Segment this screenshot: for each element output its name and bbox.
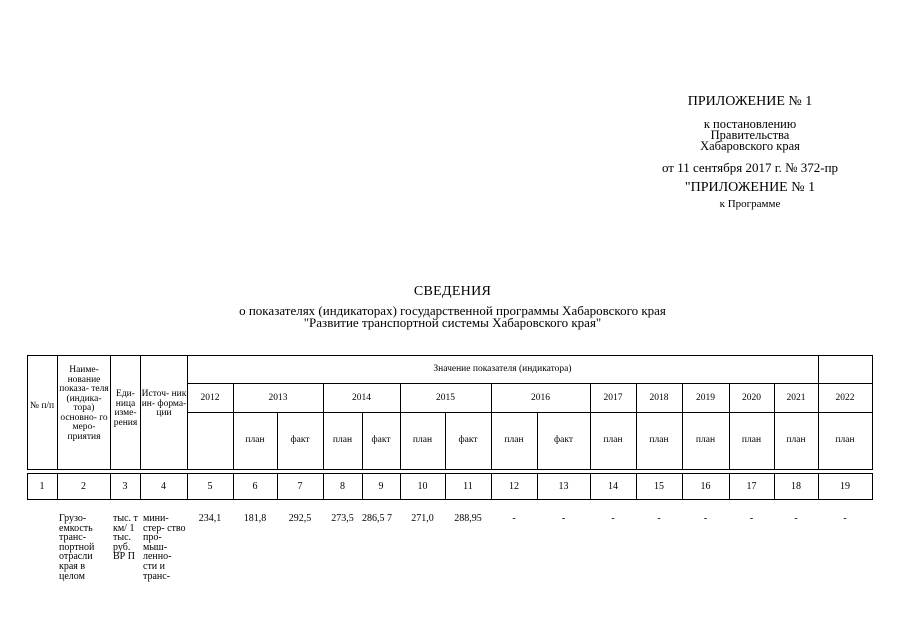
header-num: № п/п bbox=[29, 401, 55, 411]
row-value: - bbox=[611, 513, 615, 524]
col-number: 13 bbox=[558, 481, 569, 492]
col-number: 9 bbox=[378, 481, 384, 492]
appendix-title: ПРИЛОЖЕНИЕ № 1 bbox=[687, 94, 813, 109]
year-2017: 2017 bbox=[603, 393, 623, 403]
year-2016: 2016 bbox=[531, 393, 550, 403]
row-value: 273,5 bbox=[331, 513, 354, 524]
header-name: Наиме- нование показа- теля (индика- тора) основно- го меро- приятия bbox=[59, 365, 109, 442]
subheader-plan: план bbox=[504, 435, 524, 445]
row-value: - bbox=[843, 513, 847, 524]
year-2022: 2022 bbox=[835, 393, 855, 403]
to-program-line: к Программе bbox=[719, 198, 781, 210]
year-2021: 2021 bbox=[786, 393, 806, 403]
col-number: 2 bbox=[81, 481, 86, 492]
col-number: 4 bbox=[161, 481, 166, 492]
row-indicator-name: Грузо- емкость транс- портной отрасли края в целом bbox=[59, 513, 95, 582]
subheader-plan: план bbox=[332, 435, 353, 445]
appendix-line-2: Правительства bbox=[710, 128, 790, 142]
col-number: 15 bbox=[654, 481, 664, 492]
appendix-line-1: к постановлению bbox=[703, 117, 797, 131]
document-subtitle-2: "Развитие транспортной системы Хабаровского края" bbox=[303, 315, 602, 330]
col-number: 6 bbox=[252, 481, 258, 492]
row-value: 271,0 bbox=[411, 513, 434, 524]
row-value: 292,5 bbox=[288, 513, 312, 524]
header-unit: Еди- ница изме- рения bbox=[113, 389, 138, 428]
row-value: - bbox=[561, 513, 566, 524]
subheader-fact: факт bbox=[290, 435, 310, 445]
subheader-plan: план bbox=[695, 435, 716, 445]
row-value: - bbox=[657, 513, 661, 524]
row-value: - bbox=[703, 513, 708, 524]
row-value: 181,8 bbox=[243, 513, 267, 524]
row-value: - bbox=[749, 513, 754, 524]
subheader-plan: план bbox=[786, 435, 806, 445]
row-value: - bbox=[512, 513, 516, 524]
year-2012: 2012 bbox=[200, 393, 220, 403]
year-2019: 2019 bbox=[696, 393, 715, 403]
header-source: Источ- ник ин- форма- ции bbox=[141, 389, 187, 418]
col-number: 17 bbox=[746, 481, 757, 492]
year-2014: 2014 bbox=[352, 393, 371, 403]
document-heading: СВЕДЕНИЯ bbox=[413, 284, 492, 299]
row-value: 288,95 bbox=[454, 513, 482, 524]
row-value: - bbox=[794, 513, 798, 524]
row-value: 234,1 bbox=[198, 513, 222, 524]
col-number: 5 bbox=[207, 481, 213, 492]
subheader-plan: план bbox=[649, 435, 669, 445]
col-number: 12 bbox=[509, 481, 519, 492]
col-number: 11 bbox=[463, 481, 473, 492]
appendix2-title: "ПРИЛОЖЕНИЕ № 1 bbox=[684, 180, 816, 195]
col-number: 7 bbox=[297, 481, 303, 492]
year-2020: 2020 bbox=[742, 393, 761, 403]
subheader-fact: факт bbox=[553, 435, 573, 445]
col-number: 10 bbox=[417, 481, 428, 492]
year-2013: 2013 bbox=[268, 393, 288, 403]
col-number: 19 bbox=[840, 481, 850, 492]
col-number: 8 bbox=[340, 481, 345, 492]
subheader-fact: факт bbox=[458, 435, 478, 445]
appendix-line-3: Хабаровского края bbox=[700, 139, 800, 153]
col-number: 16 bbox=[700, 481, 711, 492]
header-values: Значение показателя (индикатора) bbox=[433, 364, 572, 374]
col-number: 18 bbox=[791, 481, 801, 492]
subheader-plan: план bbox=[412, 435, 433, 445]
row-source: мини- стер- ство про- мыш- ленно- сти и транс- bbox=[143, 513, 186, 582]
subheader-plan: план bbox=[603, 435, 623, 445]
subheader-plan: план bbox=[741, 435, 762, 445]
subheader-plan: план bbox=[835, 435, 855, 445]
year-2018: 2018 bbox=[649, 393, 669, 403]
row-value: 286,5 7 bbox=[362, 513, 392, 524]
document-subtitle-1: о показателях (индикаторах) государственной программы Хабаровского края bbox=[239, 303, 666, 318]
row-unit: тыс. т км/ 1 тыс. руб. ВР П bbox=[113, 513, 138, 563]
subheader-plan: план bbox=[245, 435, 265, 445]
year-2015: 2015 bbox=[436, 393, 455, 403]
subheader-fact: факт bbox=[371, 435, 391, 445]
col-number: 1 bbox=[39, 481, 45, 492]
appendix-date-line: от 11 сентября 2017 г. № 372-пр bbox=[661, 160, 839, 175]
col-number: 14 bbox=[608, 481, 618, 492]
col-number: 3 bbox=[122, 481, 128, 492]
